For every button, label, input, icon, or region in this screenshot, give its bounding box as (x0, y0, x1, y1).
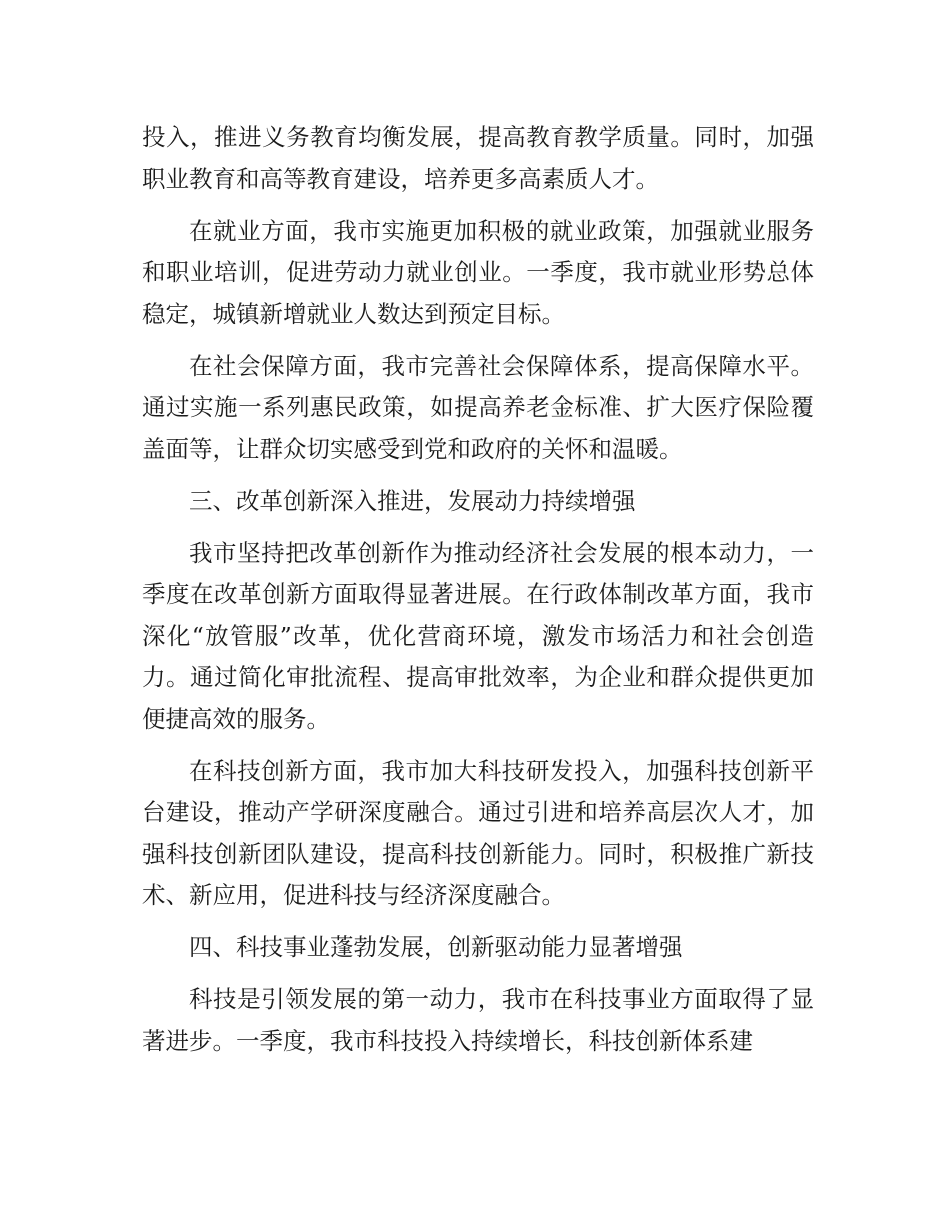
document-body (142, 117, 814, 1073)
paragraph-tech-development: 科技是引领发展的第一动力，我市在科技事业方面取得了显著进步。一季度，我市科技投入持续增长，科技创新体系建 (142, 985, 814, 1055)
section-heading-reform-innovation: 三、改革创新深入推进，发展动力持续增强 (189, 486, 636, 515)
paragraph-employment: 在就业方面，我市实施更加积极的就业政策，加强就业服务和职业培训，促进劳动力就业创业。一季度，我市就业形势总体稳定，城镇新增就业人数达到预定目标。 (142, 216, 814, 328)
paragraph-reform-innovation: 我市坚持把改革创新作为推动经济社会发展的根本动力，一季度在改革创新方面取得显著进展。在行政体制改革方面，我市深化“放管服”改革，优化营商环境，激发市场活力和社会创造力。通过简化审批流程、提高审批效率，为企业和群众提供更加便捷高效的服务。 (142, 538, 814, 733)
section-heading-tech-development: 四、科技事业蓬勃发展，创新驱动能力显著增强 (189, 933, 683, 961)
paragraph-social-security: 在社会保障方面，我市完善社会保障体系，提高保障水平。通过实施一系列惠民政策，如提高养老金标准、扩大医疗保险覆盖面等，让群众切实感受到党和政府的关怀和温暖。 (142, 351, 814, 463)
paragraph-education-continued: 投入，推进义务教育均衡发展，提高教育教学质量。同时，加强职业教育和高等教育建设，培养更多高素质人才。 (142, 123, 814, 193)
paragraph-tech-innovation: 在科技创新方面，我市加大科技研发投入，加强科技创新平台建设，推动产学研深度融合。通过引进和培养高层次人才，加强科技创新团队建设，提高科技创新能力。同时，积极推广新技术、新应用，促进科技与经济深度融合。 (142, 756, 814, 909)
